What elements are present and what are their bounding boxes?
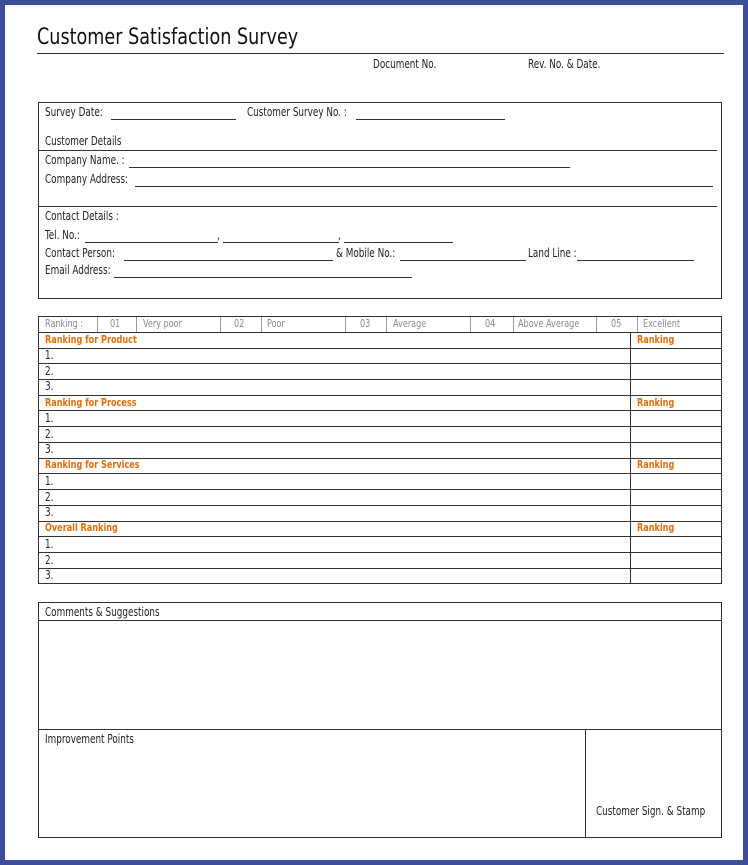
- ranking-header-overall: Ranking: [637, 521, 675, 534]
- rev-no-label: Rev. No. & Date.: [528, 57, 601, 71]
- contact-person-field[interactable]: [124, 260, 333, 261]
- contact-details-label: Contact Details :: [45, 209, 119, 223]
- mobile-no-field[interactable]: [400, 260, 526, 261]
- ranking-header-services: Ranking: [637, 458, 675, 471]
- scale-num-03: 03: [360, 317, 371, 330]
- tel-no-field-2[interactable]: [223, 242, 339, 243]
- contact-person-label: Contact Person:: [45, 246, 115, 260]
- scale-name-above-average: Above Average: [518, 317, 580, 330]
- overall-row-3: 3.: [45, 568, 54, 582]
- scale-name-poor: Poor: [267, 317, 285, 330]
- tel-separator: ,: [338, 228, 341, 242]
- comments-label: Comments & Suggestions: [45, 605, 160, 619]
- product-row-2: 2.: [45, 364, 54, 378]
- contact-details-rule: [38, 206, 717, 207]
- process-row-2: 2.: [45, 427, 54, 441]
- product-row-3: 3.: [45, 379, 54, 393]
- improvement-points-label: Improvement Points: [45, 732, 134, 746]
- customer-sign-area[interactable]: [587, 731, 720, 836]
- company-name-label: Company Name. :: [45, 153, 125, 167]
- process-row-1: 1.: [45, 411, 54, 425]
- customer-details-label: Customer Details: [45, 134, 122, 148]
- ranking-header-product: Ranking: [637, 333, 675, 346]
- scale-num-04: 04: [485, 317, 496, 330]
- section-title-services: Ranking for Services: [45, 458, 140, 471]
- comments-area[interactable]: [40, 622, 720, 728]
- ranking-header-process: Ranking: [637, 396, 675, 409]
- email-label: Email Address:: [45, 263, 111, 277]
- email-field[interactable]: [114, 277, 412, 278]
- ranking-table: [38, 316, 722, 584]
- services-row-1: 1.: [45, 474, 54, 488]
- land-line-label: Land Line :: [528, 246, 577, 260]
- scale-num-01: 01: [110, 317, 121, 330]
- document-no-label: Document No.: [373, 57, 437, 71]
- scale-num-02: 02: [234, 317, 245, 330]
- improvement-points-area[interactable]: [40, 747, 584, 836]
- customer-details-box: [38, 102, 722, 299]
- section-title-overall: Overall Ranking: [45, 521, 118, 534]
- services-row-3: 3.: [45, 505, 54, 519]
- scale-name-average: Average: [393, 317, 427, 330]
- customer-survey-no-label: Customer Survey No. :: [247, 105, 347, 119]
- services-row-2: 2.: [45, 490, 54, 504]
- scale-name-excellent: Excellent: [643, 317, 681, 330]
- sign-divider: [585, 729, 586, 837]
- scale-name-very-poor: Very poor: [143, 317, 182, 330]
- survey-date-label: Survey Date:: [45, 105, 103, 119]
- land-line-field[interactable]: [577, 260, 694, 261]
- customer-details-rule: [38, 150, 717, 151]
- tel-no-field-1[interactable]: [85, 242, 218, 243]
- product-row-1: 1.: [45, 348, 54, 362]
- mobile-no-label: & Mobile No.:: [336, 246, 396, 260]
- tel-no-label: Tel. No.:: [45, 228, 80, 242]
- customer-survey-no-field[interactable]: [356, 119, 505, 120]
- page-title: Customer Satisfaction Survey: [37, 25, 299, 50]
- tel-separator: ,: [217, 228, 220, 242]
- company-address-field[interactable]: [135, 186, 713, 187]
- tel-no-field-3[interactable]: [344, 242, 453, 243]
- process-row-3: 3.: [45, 442, 54, 456]
- section-title-process: Ranking for Process: [45, 396, 137, 409]
- company-name-field[interactable]: [129, 167, 570, 168]
- scale-num-05: 05: [611, 317, 622, 330]
- survey-date-field[interactable]: [111, 119, 236, 120]
- overall-row-2: 2.: [45, 553, 54, 567]
- survey-page: [5, 5, 743, 860]
- ranking-scale-label: Ranking :: [45, 317, 84, 330]
- overall-row-1: 1.: [45, 537, 54, 551]
- customer-sign-label: Customer Sign. & Stamp: [596, 804, 706, 818]
- title-rule: [37, 53, 724, 54]
- company-address-label: Company Address:: [45, 172, 129, 186]
- section-title-product: Ranking for Product: [45, 333, 137, 346]
